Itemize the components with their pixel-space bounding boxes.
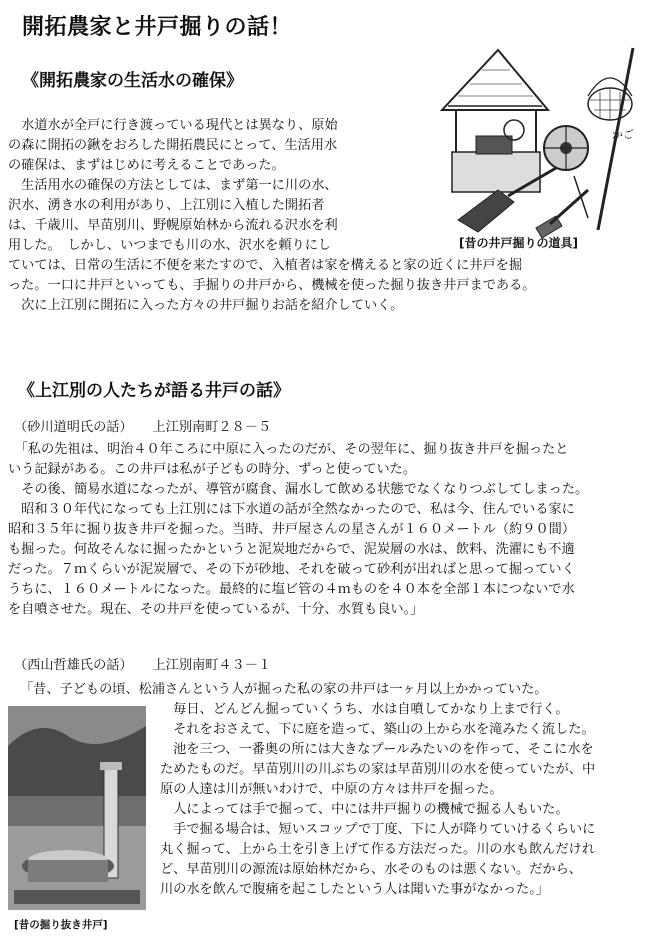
story2-source: （西山哲雄氏の話） 上江別南町４３－１ (14, 658, 272, 673)
basket-label: かご (612, 128, 634, 141)
story2-first-line: 「昔、子どもの頃、松浦さんという人が掘った私の家の井戸は一ヶ月以上かかっていた。 (20, 682, 548, 697)
text-line: 池を三つ、一番奥の所には大きなプールみたいのを作って、そこに水を (160, 742, 594, 757)
text-line: ためたものだ。早苗別川の川ぶちの家は早苗別川の水を使っていたが、中 (160, 762, 596, 777)
text-line: は、千歳川、早苗別川、野幌原始林から流れる沢水を利 (8, 218, 338, 233)
section1-heading: 《開拓農家の生活水の確保》 (22, 71, 243, 91)
photo-caption: [昔の掘り抜き井戸] (14, 919, 108, 931)
section1-body (8, 116, 536, 316)
text-line: ど、早苗別川の源流は原始林だから、水そのものは悪くない。だから、 (160, 862, 582, 877)
text-line: いう記録がある。この井戸は私が子どもの時分、ずっと使っていた。 (8, 462, 417, 477)
text-line: 原の人達は川が無いわけで、中原の方々は井戸を掘った。 (160, 782, 503, 797)
story1-source: （砂川道明氏の話） 上江別南町２８－５ (14, 420, 272, 435)
text-line: 沢水、湧き水の利用があり、上江別に入植した開拓者 (8, 198, 325, 213)
story2-body (160, 700, 595, 900)
text-line: 昭和３５年に掘り抜き井戸を掘った。当時、井戸屋さんの星さんが１６０メートル（約９０間） (8, 522, 576, 537)
text-line: それをおさえて、下に庭を造って、築山の上から水を滝みたく流した。 (160, 722, 595, 737)
story1-body (8, 440, 588, 620)
old-well-photo (8, 706, 146, 910)
text-line: を自噴させた。現在、その井戸を使っているが、十分、水質も良い。」 (8, 602, 424, 617)
text-line: 次に上江別に開拓に入った方々の井戸掘りお話を紹介していく。 (8, 298, 404, 313)
text-line: 川の水を飲んで腹痛を起こしたという人は聞いた事がなかった。」 (160, 882, 550, 897)
text-line: ていては、日常の生活に不便を来たすので、入植者は家を構えると家の近くに井戸を掘 (8, 258, 523, 273)
text-line: った。一口に井戸といっても、手掘りの井戸から、機械を使った掘り抜き井戸まである。 (8, 278, 536, 293)
text-line: も掘った。何故そんなに掘ったかというと泥炭地だからで、泥炭層の水は、飲料、洗濯にも不適 (8, 542, 575, 557)
text-line: だった。７ｍくらいが泥炭層で、その下が砂地、それを破って砂利が出ればと思って掘っていく (8, 562, 575, 577)
text-line: 「私の先祖は、明治４０年ころに中原に入ったのだが、その翌年に、掘り抜き井戸を掘ったと (8, 442, 569, 457)
page-title: 開拓農家と井戸掘りの話！ (22, 15, 293, 40)
text-line: 手で掘る場合は、短いスコップで丁度、下に人が降りていけるくらいに (160, 822, 596, 837)
text-line: 丸く掘って、上から土を引き上げて作る方法だった。川の水も飲んだけれ (160, 842, 595, 857)
section2-heading: 《上江別の人たちが語る井戸の話》 (18, 381, 290, 401)
illustration-caption: [昔の井戸掘りの道具] (459, 236, 578, 250)
text-line: その後、簡易水道になったが、導管が腐食、漏水して飲める状態でなくなりつぶしてしまった。 (8, 482, 589, 497)
text-line: 昭和３０年代になっても上江別には下水道の話が全然なかったので、私は今、住んでいる家に (8, 502, 575, 517)
text-line: の森に開拓の鍬をおろした開拓農民にとって、生活用水 (8, 138, 338, 153)
text-line: 水道水が全戸に行き渡っている現代とは異なり、原始 (8, 118, 338, 133)
text-line: うちに、１６０メートルになった。最終的に塩ビ管の４ｍものを４０本を全部１本につないで水 (8, 582, 575, 597)
text-line: 毎日、どんどん掘っていくうち、水は自噴してかなり上まで行く。 (160, 702, 569, 717)
text-line: 用した。 しかし、いつまでも川の水、沢水を頼りにし (8, 238, 332, 253)
text-line: 人によっては手で掘って、中には井戸掘りの機械で掘る人もいた。 (160, 802, 569, 817)
text-line: の確保は、まずはじめに考えることであった。 (8, 158, 285, 173)
text-line: 生活用水の確保の方法としては、まず第一に川の水、 (8, 178, 338, 193)
